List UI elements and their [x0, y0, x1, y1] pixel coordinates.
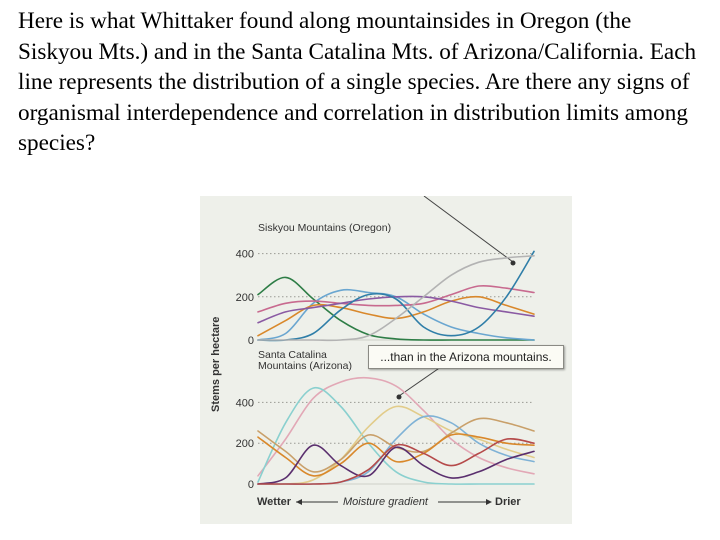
x-axis-drier-label: Drier [495, 496, 521, 508]
callout-point-upper [511, 261, 516, 266]
x-axis-wetter-label: Wetter [257, 496, 292, 508]
chart-title: Siskyou Mountains (Oregon) [258, 222, 392, 234]
y-tick-label: 400 [235, 397, 254, 410]
y-tick-label: 200 [235, 438, 254, 451]
x-axis-label: Moisture gradient [343, 496, 428, 508]
y-axis-label: Stems per hectare [210, 316, 222, 412]
chart-title-line: Santa Catalina [258, 349, 327, 361]
callout-point-lower [397, 395, 402, 400]
callout-lower: ...than in the Arizona mountains. [368, 345, 564, 369]
y-tick-label: 0 [247, 479, 254, 491]
y-tick-label: 0 [247, 335, 254, 347]
question-text: Here is what Whittaker found along mountainsides in Oregon (the Siskyou Mts.) and in the Santa Catalina Mts. of Arizona/California. Each line represents the distribution of a single species. Are there any signs of organismal interdependence and correlation in distribution limits among species? [18, 8, 697, 156]
y-tick-label: 400 [235, 248, 254, 261]
y-tick-label: 200 [235, 291, 254, 304]
chart-title-line: Mountains (Arizona) [258, 360, 352, 372]
